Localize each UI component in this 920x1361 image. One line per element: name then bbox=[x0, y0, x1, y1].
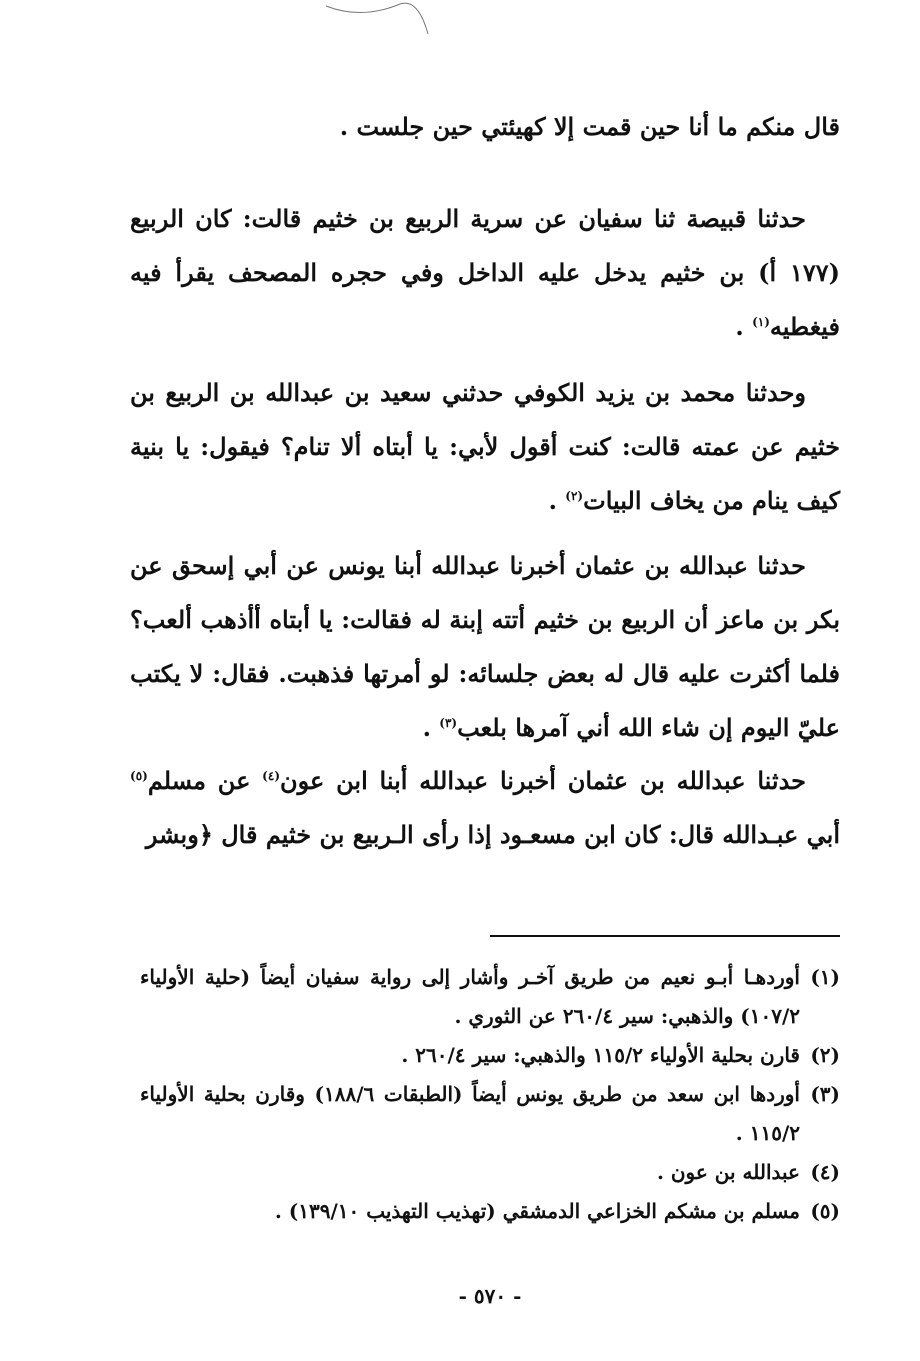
footnote-number: (٣) bbox=[810, 1082, 840, 1106]
paragraph-2 bbox=[130, 192, 840, 354]
footnote-text: قارن بحلية الأولياء ١١٥/٢ والذهبي: سير ٢٦٠/٤ . bbox=[401, 1043, 800, 1067]
paragraph-4-text: حدثنا عبدالله بن عثمان أخبرنا عبدالله أبنا يونس عن أبي إسحق عن بكر بن ماعز أن الربيع بن خثيم أتته إبنة له فقالت: يا أبتاه أأذهب ألعب؟ فلما أكثرت عليه قال له بعض جلسائه: لو أمرتها فذهبت. فقال: لا يكتب عليّ اليوم إن شاء الله أني آمرها بلعب bbox=[130, 551, 840, 742]
footnote-3 bbox=[140, 1075, 840, 1153]
footnote-1 bbox=[140, 958, 840, 1036]
footnote-separator bbox=[490, 935, 840, 937]
paragraph-5-text: حدثنا عبدالله بن عثمان أخبرنا عبدالله أبنا ابن عون bbox=[280, 766, 806, 795]
paragraph-5-tail: أبي عبـدالله قال: كان ابن مسعـود إذا رأى الـربيع بن خثيم قال ﴿وبشر bbox=[145, 820, 840, 849]
footnote-ref-3: (٣) bbox=[439, 716, 458, 730]
paragraph-1-text: قال منكم ما أنا حين قمت إلا كهيئتي حين جلست . bbox=[339, 112, 840, 141]
footnote-text: أوردهـا أبـو نعيم من طريق آخـر وأشار إلى رواية سفيان أيضاً (حلية الأولياء ١٠٧/٢) والذهبي: سير ٢٦٠/٤ عن الثوري . bbox=[140, 965, 800, 1028]
paragraph-3 bbox=[130, 366, 840, 528]
paragraph-3-tail: . bbox=[548, 486, 566, 515]
paragraph-4-tail: . bbox=[422, 713, 440, 742]
footnote-text: عبدالله بن عون . bbox=[656, 1160, 800, 1184]
footnote-ref-5: (٥) bbox=[130, 769, 148, 783]
footnote-text: أوردها ابن سعد من طريق يونس أيضاً (الطبقات ١٨٨/٦) وقارن بحلية الأولياء ١١٥/٢ . bbox=[140, 1082, 800, 1145]
paragraph-4 bbox=[130, 539, 840, 755]
page-number: - ٥٧٠ - bbox=[458, 1284, 522, 1308]
footnote-number: (٥) bbox=[810, 1199, 840, 1223]
footnote-number: (٤) bbox=[810, 1160, 840, 1184]
footnote-4 bbox=[140, 1153, 840, 1192]
footnote-number: (٢) bbox=[810, 1043, 840, 1067]
scan-artifact-curve bbox=[322, 0, 432, 40]
footnotes bbox=[140, 958, 840, 1231]
footnote-ref-4: (٤) bbox=[262, 769, 280, 783]
footnote-number: (١) bbox=[810, 965, 840, 989]
paragraph-5-mid: عن مسلم bbox=[147, 766, 263, 795]
paragraph-2-tail: . bbox=[735, 312, 753, 341]
paragraph-5 bbox=[130, 754, 840, 862]
footnote-ref-2: (٢) bbox=[565, 489, 584, 503]
paragraph-1 bbox=[130, 100, 840, 154]
paragraph-2-text: حدثنا قبيصة ثنا سفيان عن سرية الربيع بن خثيم قالت: كان الربيع (١٧٧ أ) بن خثيم يدخل عليه الداخل وفي حجره المصحف يقرأ فيه فيغطيه bbox=[130, 204, 840, 341]
footnote-text: مسلم بن مشكم الخزاعي الدمشقي (تهذيب التهذيب ١٣٩/١٠) . bbox=[274, 1199, 800, 1223]
footnote-ref-1: (١) bbox=[752, 315, 770, 329]
footnote-2 bbox=[140, 1036, 840, 1075]
paragraph-3-text: وحدثنا محمد بن يزيد الكوفي حدثني سعيد بن عبدالله بن الربيع بن خثيم عن عمته قالت: كنت أقول لأبي: يا أبتاه ألا تنام؟ فيقول: يا بنية كيف ينام من يخاف البيات bbox=[130, 378, 840, 515]
footnote-5 bbox=[140, 1192, 840, 1231]
